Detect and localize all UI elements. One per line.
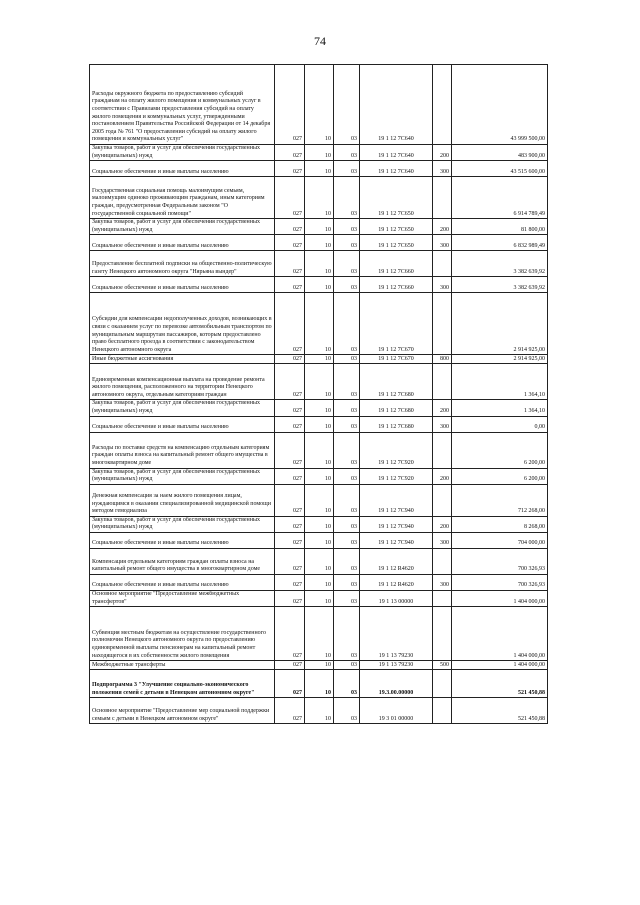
row-amount: 2 914 925,00 bbox=[452, 293, 548, 355]
row-expense-type: 200 bbox=[433, 400, 452, 416]
row-amount: 6 914 789,49 bbox=[452, 177, 548, 219]
row-target-article: 19 1 12 7С940 bbox=[360, 484, 433, 516]
row-grbs-code: 027 bbox=[275, 251, 305, 277]
row-expense-type: 300 bbox=[433, 277, 452, 293]
row-expense-type bbox=[433, 590, 452, 606]
row-section-code: 10 bbox=[305, 145, 334, 161]
row-expense-type bbox=[433, 293, 452, 355]
row-amount: 704 000,00 bbox=[452, 532, 548, 548]
row-amount: 0,00 bbox=[452, 416, 548, 432]
table-row bbox=[90, 65, 548, 145]
row-grbs-code: 027 bbox=[275, 698, 305, 724]
row-description: Закупка товаров, работ и услуг для обеспечения государственных (муниципальных) нужд bbox=[90, 516, 275, 532]
table-row bbox=[90, 293, 548, 355]
row-grbs-code: 027 bbox=[275, 574, 305, 590]
table-row bbox=[90, 532, 548, 548]
row-description: Социальное обеспечение и иные выплаты населению bbox=[90, 416, 275, 432]
row-amount: 43 999 500,00 bbox=[452, 65, 548, 145]
row-expense-type: 200 bbox=[433, 516, 452, 532]
row-grbs-code: 027 bbox=[275, 277, 305, 293]
row-subsection-code: 03 bbox=[334, 574, 360, 590]
row-expense-type: 300 bbox=[433, 574, 452, 590]
row-subsection-code: 03 bbox=[334, 532, 360, 548]
row-section-code: 10 bbox=[305, 65, 334, 145]
row-grbs-code: 027 bbox=[275, 400, 305, 416]
row-amount: 6 200,00 bbox=[452, 432, 548, 468]
row-amount: 700 326,93 bbox=[452, 548, 548, 574]
row-grbs-code: 027 bbox=[275, 364, 305, 400]
row-description: Компенсация отдельным категориям граждан оплаты взноса на капитальный ремонт общего имущества в многоквартирном доме bbox=[90, 548, 275, 574]
row-grbs-code: 027 bbox=[275, 235, 305, 251]
table-row bbox=[90, 468, 548, 484]
row-expense-type bbox=[433, 607, 452, 661]
row-subsection-code: 03 bbox=[334, 251, 360, 277]
table-row bbox=[90, 416, 548, 432]
row-target-article: 19 1 13 79230 bbox=[360, 661, 433, 670]
row-description: Денежная компенсация за наем жилого помещения лицам, нуждающимся в оказании специализированной медицинской помощи методом гемодиализа bbox=[90, 484, 275, 516]
table-row bbox=[90, 400, 548, 416]
row-section-code: 10 bbox=[305, 661, 334, 670]
row-description: Субсидии для компенсации недополученных доходов, возникающих в связи с оказанием услуг по перевозке автомобильным транспортом по муниципальным маршрутам пассажиров, которым предоставлено право бесплатного проезда в соответствии с законодательством Ненецкого автономного округа bbox=[90, 293, 275, 355]
row-subsection-code: 03 bbox=[334, 416, 360, 432]
row-target-article: 19 1 12 7С660 bbox=[360, 251, 433, 277]
budget-table bbox=[89, 64, 548, 724]
table-row bbox=[90, 698, 548, 724]
table-body bbox=[90, 65, 548, 724]
row-expense-type bbox=[433, 698, 452, 724]
row-grbs-code: 027 bbox=[275, 145, 305, 161]
row-grbs-code: 027 bbox=[275, 548, 305, 574]
row-target-article: 19 1 12 7С660 bbox=[360, 277, 433, 293]
row-target-article: 19 1 12 7С920 bbox=[360, 468, 433, 484]
row-section-code: 10 bbox=[305, 293, 334, 355]
table-row bbox=[90, 177, 548, 219]
row-expense-type: 200 bbox=[433, 145, 452, 161]
row-grbs-code: 027 bbox=[275, 484, 305, 516]
row-amount: 1 404 000,00 bbox=[452, 661, 548, 670]
row-grbs-code: 027 bbox=[275, 516, 305, 532]
row-target-article: 19 1 12 7С680 bbox=[360, 400, 433, 416]
table-row bbox=[90, 670, 548, 698]
row-subsection-code: 03 bbox=[334, 400, 360, 416]
row-subsection-code: 03 bbox=[334, 661, 360, 670]
row-amount: 1 364,10 bbox=[452, 364, 548, 400]
row-target-article: 19 1 12 7С940 bbox=[360, 516, 433, 532]
row-section-code: 10 bbox=[305, 516, 334, 532]
row-expense-type: 300 bbox=[433, 532, 452, 548]
row-section-code: 10 bbox=[305, 574, 334, 590]
row-subsection-code: 03 bbox=[334, 607, 360, 661]
row-expense-type bbox=[433, 251, 452, 277]
row-section-code: 10 bbox=[305, 590, 334, 606]
row-description: Предоставление бесплатной подписки на общественно-политическую газету Ненецкого автономного округа "Нярьяна вындер" bbox=[90, 251, 275, 277]
row-expense-type: 300 bbox=[433, 161, 452, 177]
row-grbs-code: 027 bbox=[275, 416, 305, 432]
row-target-article: 19 1 12 7С670 bbox=[360, 355, 433, 364]
row-target-article: 19 1 12 7С650 bbox=[360, 235, 433, 251]
row-expense-type bbox=[433, 65, 452, 145]
row-target-article: 19 1 13 79230 bbox=[360, 607, 433, 661]
row-target-article: 19 1 12 7С640 bbox=[360, 161, 433, 177]
row-description: Расходы по поставке средств на компенсацию отдельным категориям граждан оплаты взноса на капитальный ремонт общего имущества в многоквартирном доме bbox=[90, 432, 275, 468]
row-expense-type: 200 bbox=[433, 219, 452, 235]
row-description: Закупка товаров, работ и услуг для обеспечения государственных (муниципальных) нужд bbox=[90, 468, 275, 484]
row-amount: 1 364,10 bbox=[452, 400, 548, 416]
table-row bbox=[90, 432, 548, 468]
row-subsection-code: 03 bbox=[334, 516, 360, 532]
row-description: Социальное обеспечение и иные выплаты населению bbox=[90, 532, 275, 548]
row-description: Закупка товаров, работ и услуг для обеспечения государственных (муниципальных) нужд bbox=[90, 400, 275, 416]
table-row bbox=[90, 219, 548, 235]
row-subsection-code: 03 bbox=[334, 432, 360, 468]
row-description: Социальное обеспечение и иные выплаты населению bbox=[90, 161, 275, 177]
row-description: Закупка товаров, работ и услуг для обеспечения государственных (муниципальных) нужд bbox=[90, 219, 275, 235]
row-description: Социальное обеспечение и иные выплаты населению bbox=[90, 574, 275, 590]
row-section-code: 10 bbox=[305, 235, 334, 251]
row-amount: 1 404 000,00 bbox=[452, 607, 548, 661]
row-amount: 483 900,00 bbox=[452, 145, 548, 161]
table-row bbox=[90, 516, 548, 532]
row-amount: 2 914 925,00 bbox=[452, 355, 548, 364]
row-expense-type: 500 bbox=[433, 661, 452, 670]
row-amount: 712 268,00 bbox=[452, 484, 548, 516]
row-expense-type bbox=[433, 670, 452, 698]
row-subsection-code: 03 bbox=[334, 590, 360, 606]
row-expense-type bbox=[433, 177, 452, 219]
row-subsection-code: 03 bbox=[334, 355, 360, 364]
row-target-article: 19 1 12 7С650 bbox=[360, 219, 433, 235]
row-description: Расходы окружного бюджета по предоставлению субсидий гражданам на оплату жилого помещения и коммунальных услуг в соответствии с Правилами предоставления субсидий на оплату жилого помещения и коммунальных услуг, утвержденными постановлением Правительства Российской Федерации от 14 декабря 2005 года № 761 "О предоставлении субсидий на оплату жилого помещения и коммунальных услуг" bbox=[90, 65, 275, 145]
row-expense-type bbox=[433, 432, 452, 468]
table-row bbox=[90, 364, 548, 400]
row-target-article: 19 1 12 R4620 bbox=[360, 548, 433, 574]
row-grbs-code: 027 bbox=[275, 65, 305, 145]
table-row bbox=[90, 484, 548, 516]
row-section-code: 10 bbox=[305, 468, 334, 484]
row-description: Межбюджетные трансферты bbox=[90, 661, 275, 670]
row-section-code: 10 bbox=[305, 607, 334, 661]
row-description: Государственная социальная помощь малоимущим семьям, малоимущим одиноко проживающим гражданам, иным категориям граждан, предусмотренная Федеральным законом "О государственной социальной помощи" bbox=[90, 177, 275, 219]
row-target-article: 19 1 12 7С640 bbox=[360, 65, 433, 145]
row-section-code: 10 bbox=[305, 219, 334, 235]
row-target-article: 19 1 13 00000 bbox=[360, 590, 433, 606]
table-row bbox=[90, 661, 548, 670]
row-section-code: 10 bbox=[305, 161, 334, 177]
row-amount: 1 404 000,00 bbox=[452, 590, 548, 606]
row-subsection-code: 03 bbox=[334, 364, 360, 400]
row-target-article: 19.3.00.00000 bbox=[360, 670, 433, 698]
row-target-article: 19 1 12 7С940 bbox=[360, 532, 433, 548]
row-section-code: 10 bbox=[305, 484, 334, 516]
row-subsection-code: 03 bbox=[334, 65, 360, 145]
row-section-code: 10 bbox=[305, 416, 334, 432]
row-subsection-code: 03 bbox=[334, 277, 360, 293]
row-target-article: 19 1 12 7С680 bbox=[360, 416, 433, 432]
row-expense-type: 200 bbox=[433, 468, 452, 484]
row-grbs-code: 027 bbox=[275, 161, 305, 177]
table-row bbox=[90, 251, 548, 277]
table-row bbox=[90, 145, 548, 161]
row-section-code: 10 bbox=[305, 532, 334, 548]
table-row bbox=[90, 548, 548, 574]
row-target-article: 19 1 12 7С680 bbox=[360, 364, 433, 400]
row-description: Социальное обеспечение и иные выплаты населению bbox=[90, 235, 275, 251]
row-amount: 3 382 639,92 bbox=[452, 251, 548, 277]
row-section-code: 10 bbox=[305, 177, 334, 219]
row-expense-type bbox=[433, 548, 452, 574]
row-grbs-code: 027 bbox=[275, 532, 305, 548]
row-grbs-code: 027 bbox=[275, 661, 305, 670]
table-row bbox=[90, 590, 548, 606]
row-grbs-code: 027 bbox=[275, 590, 305, 606]
row-target-article: 19 1 12 R4620 bbox=[360, 574, 433, 590]
table-row bbox=[90, 277, 548, 293]
row-grbs-code: 027 bbox=[275, 293, 305, 355]
row-amount: 81 800,00 bbox=[452, 219, 548, 235]
row-amount: 3 382 639,92 bbox=[452, 277, 548, 293]
row-section-code: 10 bbox=[305, 548, 334, 574]
row-subsection-code: 03 bbox=[334, 670, 360, 698]
row-section-code: 10 bbox=[305, 698, 334, 724]
row-description: Единовременная компенсационная выплата на проведение ремонта жилого помещения, расположенного на территории Ненецкого автономного округа, отдельным категориям граждан bbox=[90, 364, 275, 400]
row-target-article: 19 3 01 00000 bbox=[360, 698, 433, 724]
row-subsection-code: 03 bbox=[334, 468, 360, 484]
row-amount: 6 200,00 bbox=[452, 468, 548, 484]
row-subsection-code: 03 bbox=[334, 698, 360, 724]
row-grbs-code: 027 bbox=[275, 177, 305, 219]
row-amount: 6 832 989,49 bbox=[452, 235, 548, 251]
row-subsection-code: 03 bbox=[334, 161, 360, 177]
row-expense-type bbox=[433, 484, 452, 516]
row-grbs-code: 027 bbox=[275, 355, 305, 364]
row-target-article: 19 1 12 7С920 bbox=[360, 432, 433, 468]
row-description: Закупка товаров, работ и услуг для обеспечения государственных (муниципальных) нужд bbox=[90, 145, 275, 161]
row-amount: 700 326,93 bbox=[452, 574, 548, 590]
row-section-code: 10 bbox=[305, 364, 334, 400]
row-section-code: 10 bbox=[305, 251, 334, 277]
row-expense-type: 300 bbox=[433, 416, 452, 432]
row-grbs-code: 027 bbox=[275, 670, 305, 698]
row-subsection-code: 03 bbox=[334, 293, 360, 355]
row-amount: 8 268,00 bbox=[452, 516, 548, 532]
row-grbs-code: 027 bbox=[275, 219, 305, 235]
row-target-article: 19 1 12 7С650 bbox=[360, 177, 433, 219]
row-subsection-code: 03 bbox=[334, 219, 360, 235]
row-grbs-code: 027 bbox=[275, 607, 305, 661]
row-target-article: 19 1 12 7С640 bbox=[360, 145, 433, 161]
row-expense-type bbox=[433, 364, 452, 400]
row-amount: 43 515 600,00 bbox=[452, 161, 548, 177]
table-row bbox=[90, 235, 548, 251]
row-grbs-code: 027 bbox=[275, 432, 305, 468]
row-amount: 521 450,88 bbox=[452, 698, 548, 724]
row-expense-type: 300 bbox=[433, 235, 452, 251]
row-subsection-code: 03 bbox=[334, 235, 360, 251]
row-section-code: 10 bbox=[305, 355, 334, 364]
row-amount: 521 450,88 bbox=[452, 670, 548, 698]
table-row bbox=[90, 161, 548, 177]
row-target-article: 19 1 12 7С670 bbox=[360, 293, 433, 355]
row-expense-type: 800 bbox=[433, 355, 452, 364]
row-section-code: 10 bbox=[305, 432, 334, 468]
row-description: Основное мероприятие "Предоставление межбюджетных трансфертов" bbox=[90, 590, 275, 606]
row-description: Субвенция местным бюджетам на осуществление государственного полномочия Ненецкого автономного округа по предоставлению единовременной выплаты пенсионерам на капитальный ремонт находящегося в их собственности жилого помещения bbox=[90, 607, 275, 661]
row-section-code: 10 bbox=[305, 277, 334, 293]
row-section-code: 10 bbox=[305, 400, 334, 416]
row-subsection-code: 03 bbox=[334, 145, 360, 161]
table-row bbox=[90, 355, 548, 364]
page-number: 74 bbox=[314, 34, 326, 48]
row-grbs-code: 027 bbox=[275, 468, 305, 484]
row-subsection-code: 03 bbox=[334, 177, 360, 219]
table-row bbox=[90, 607, 548, 661]
row-subsection-code: 03 bbox=[334, 484, 360, 516]
row-description: Социальное обеспечение и иные выплаты населению bbox=[90, 277, 275, 293]
row-description: Иные бюджетные ассигнования bbox=[90, 355, 275, 364]
table-row bbox=[90, 574, 548, 590]
row-description: Основное мероприятие "Предоставление мер социальной поддержки семьям с детьми в Ненецком автономном округе" bbox=[90, 698, 275, 724]
row-description: Подпрограмма 3 "Улучшение социально-экономического положения семей с детьми в Ненецком автономном округе" bbox=[90, 670, 275, 698]
row-section-code: 10 bbox=[305, 670, 334, 698]
row-subsection-code: 03 bbox=[334, 548, 360, 574]
